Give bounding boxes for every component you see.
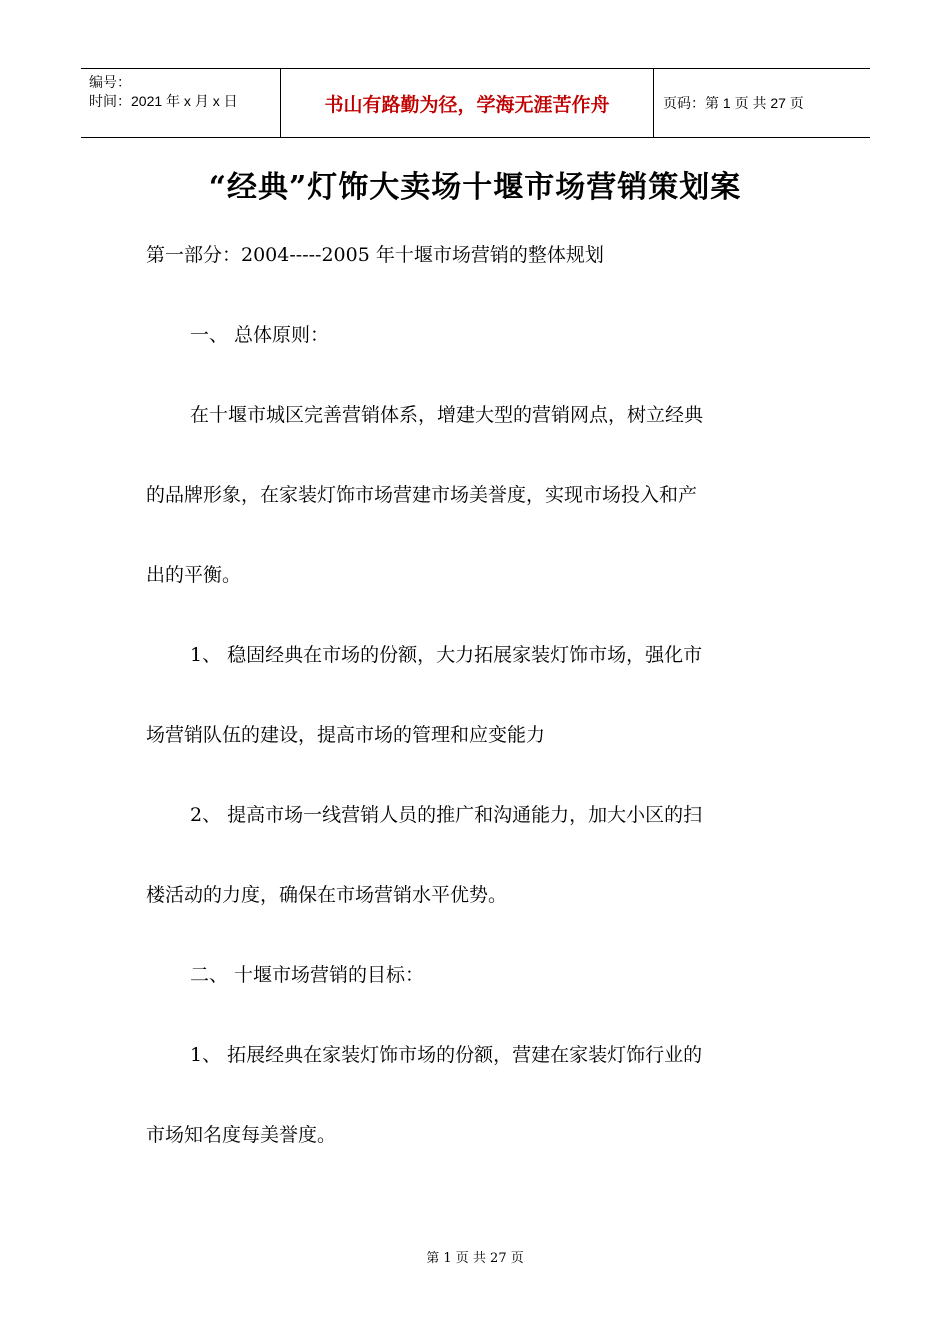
header-page-info: 页码：第 1 页 共 27 页 — [663, 95, 804, 111]
subsection-heading: 一、 总体原则： — [190, 324, 330, 346]
list-item-line: 楼活动的力度，确保在市场营销水平优势。 — [146, 884, 508, 906]
header-meta-cell — [81, 69, 281, 137]
subsection-heading: 二、 十堰市场营销的目标： — [190, 964, 425, 986]
paragraph-line: 出的平衡。 — [146, 564, 242, 586]
list-item-line: 1、 拓展经典在家装灯饰市场的份额，营建在家装灯饰行业的 — [190, 1044, 703, 1066]
section-heading: 第一部分：2004-----2005 年十堰市场营销的整体规划 — [146, 244, 604, 266]
page-footer: 第 1 页 共 27 页 — [426, 1251, 524, 1266]
paragraph-line: 的品牌形象，在家装灯饰市场营建市场美誉度，实现市场投入和产 — [146, 484, 698, 506]
document-title: “经典”灯饰大卖场十堰市场营销策划案 — [208, 170, 742, 205]
list-item-line: 1、 稳固经典在市场的份额，大力拓展家装灯饰市场，强化市 — [190, 644, 703, 666]
list-item-line: 2、 提高市场一线营销人员的推广和沟通能力，加大小区的扫 — [190, 804, 703, 826]
list-item-line: 市场知名度每美誉度。 — [146, 1124, 337, 1146]
header-table — [81, 68, 870, 138]
document-number-label: 编号： — [89, 74, 131, 90]
header-motto: 书山有路勤为径，学海无涯苦作舟 — [281, 69, 654, 137]
document-date-label: 时间：2021 年 x 月 x 日 — [89, 93, 238, 109]
list-item-line: 场营销队伍的建设，提高市场的管理和应变能力 — [146, 724, 546, 746]
paragraph-line: 在十堰市城区完善营销体系，增建大型的营销网点，树立经典 — [190, 404, 704, 426]
